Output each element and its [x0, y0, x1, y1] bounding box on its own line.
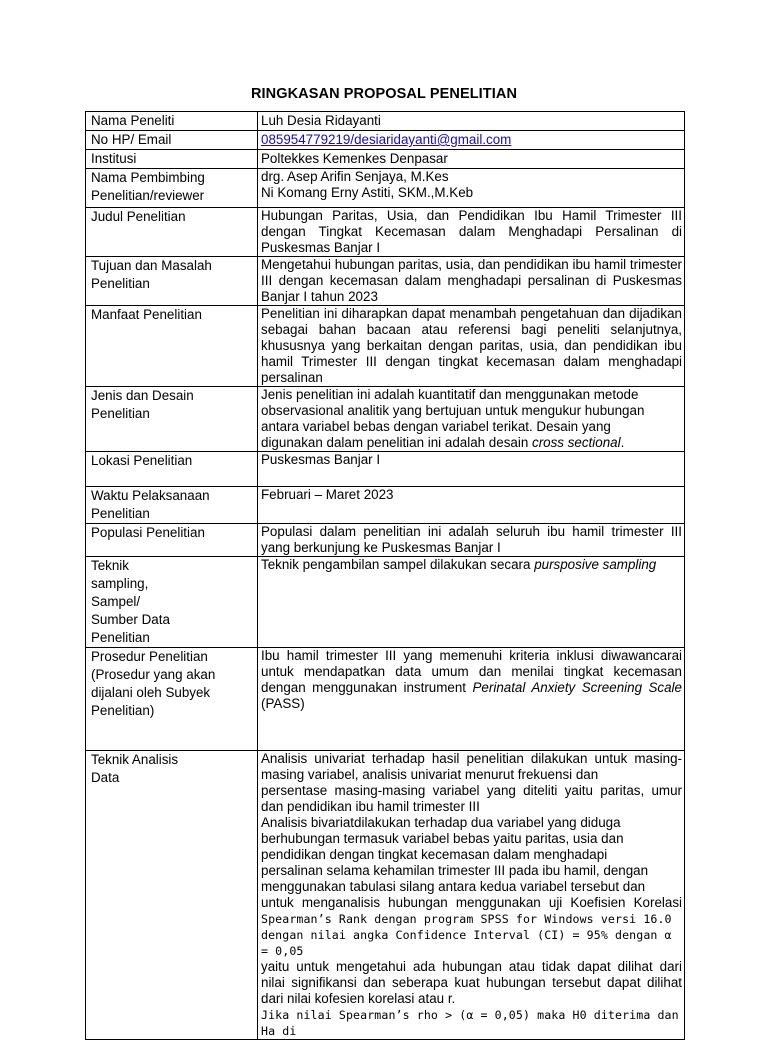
table-row [86, 524, 685, 557]
row-label: Tujuan dan Masalah Penelitian [86, 257, 258, 306]
row-label: Nama Peneliti [86, 112, 258, 131]
table-row [86, 387, 685, 452]
row-label: Manfaat Penelitian [86, 306, 258, 387]
row-value [258, 131, 685, 150]
row-value: Februari – Maret 2023 [258, 487, 685, 524]
row-value: Puskesmas Banjar I [258, 452, 685, 487]
table-row [86, 112, 685, 131]
proposal-summary-table [85, 111, 685, 1040]
row-value: Analisis univariat terhadap hasil penelitian dilakukan untuk masing- masing variabel, analisis univariat menurut frekuensi dan persentase masing-masing variabel yang diteliti yaitu paritas, umur dan pendidikan ibu hamil trimester III Analisis bivariatdilakukan terhadap dua variabel yang diduga berhubungan termasuk variabel bebas yaitu paritas, usia dan pendidikan dengan tingkat kecemasan dalam menghadapi persalinan selama kehamilan trimester III pada ibu hamil, dengan menggunakan tabulasi silang antara kedua variabel tersebut dan untuk menganalisis hubungan menggunakan uji Koefisien Korelasi Spearman’s Rank dengan program SPSS for Windows versi 16.0 dengan nilai angka Confidence Interval (CI) = 95% dengan α = 0,05 yaitu untuk mengetahui ada hubungan atau tidak dapat dilihat dari nilai signifikansi dan seberapa kuat hubungan tersebut dapat dilihat dari nilai kofesien korelasi atau r. Jika nilai Spearman’s rho > (α = 0,05) maka H0 diterima dan Ha di [258, 751, 685, 1040]
row-value: Mengetahui hubungan paritas, usia, dan pendidikan ibu hamil trimester III dengan kecemasan dalam menghadapi persalinan di Puskesmas Banjar I tahun 2023 [258, 257, 685, 306]
table-row [86, 169, 685, 208]
row-value: Teknik pengambilan sampel dilakukan secara pursposive sampling [258, 557, 685, 648]
email-link[interactable]: 085954779219/desiaridayanti@gmail.com [261, 132, 512, 147]
row-label: Teknik sampling, Sampel/ Sumber Data Penelitian [86, 557, 258, 648]
row-value: Luh Desia Ridayanti [258, 112, 685, 131]
row-label: Judul Penelitian [86, 208, 258, 257]
row-label: Nama Pembimbing Penelitian/reviewer [86, 169, 258, 208]
table-row [86, 751, 685, 1040]
row-label: Populasi Penelitian [86, 524, 258, 557]
table-row [86, 150, 685, 169]
row-value: Penelitian ini diharapkan dapat menambah pengetahuan dan dijadikan sebagai bahan bacaan atau referensi bagi peneliti selanjutnya, khususnya yang berkaitan dengan paritas, usia, dan pendidikan ibu hamil Trimester III dengan tingkat kecemasan dalam menghadapi persalinan [258, 306, 685, 387]
row-value: Hubungan Paritas, Usia, dan Pendidikan Ibu Hamil Trimester III dengan Tingkat Kecemasan dalam Menghadapi Persalinan di Puskesmas Banjar I [258, 208, 685, 257]
row-label: Teknik Analisis Data [86, 751, 258, 1040]
row-label: Jenis dan Desain Penelitian [86, 387, 258, 452]
row-label: No HP/ Email [86, 131, 258, 150]
row-value: Ibu hamil trimester III yang memenuhi kriteria inklusi diwawancarai untuk mendapatkan data umum dan menilai tingkat kecemasan dengan menggunakan instrument Perinatal Anxiety Screening Scale (PASS) [258, 648, 685, 751]
table-row [86, 208, 685, 257]
table-row [86, 306, 685, 387]
table-row [86, 131, 685, 150]
table-row [86, 257, 685, 306]
row-label: Institusi [86, 150, 258, 169]
table-row [86, 648, 685, 751]
row-value: Jenis penelitian ini adalah kuantitatif dan menggunakan metode observasional analitik yang bertujuan untuk mengukur hubungan antara variabel bebas dengan variabel terikat. Desain yang digunakan dalam penelitian ini adalah desain cross sectional. [258, 387, 685, 452]
row-label: Lokasi Penelitian [86, 452, 258, 487]
row-label: Prosedur Penelitian (Prosedur yang akan dijalani oleh Subyek Penelitian) [86, 648, 258, 751]
table-row [86, 452, 685, 487]
row-value: Poltekkes Kemenkes Denpasar [258, 150, 685, 169]
page-title: RINGKASAN PROPOSAL PENELITIAN [250, 86, 518, 102]
table-row [86, 557, 685, 648]
row-value: Populasi dalam penelitian ini adalah seluruh ibu hamil trimester III yang berkunjung ke Puskesmas Banjar I [258, 524, 685, 557]
row-label: Waktu Pelaksanaan Penelitian [86, 487, 258, 524]
row-value: drg. Asep Arifin Senjaya, M.Kes Ni Komang Erny Astiti, SKM.,M.Keb [258, 169, 685, 208]
table-row [86, 487, 685, 524]
